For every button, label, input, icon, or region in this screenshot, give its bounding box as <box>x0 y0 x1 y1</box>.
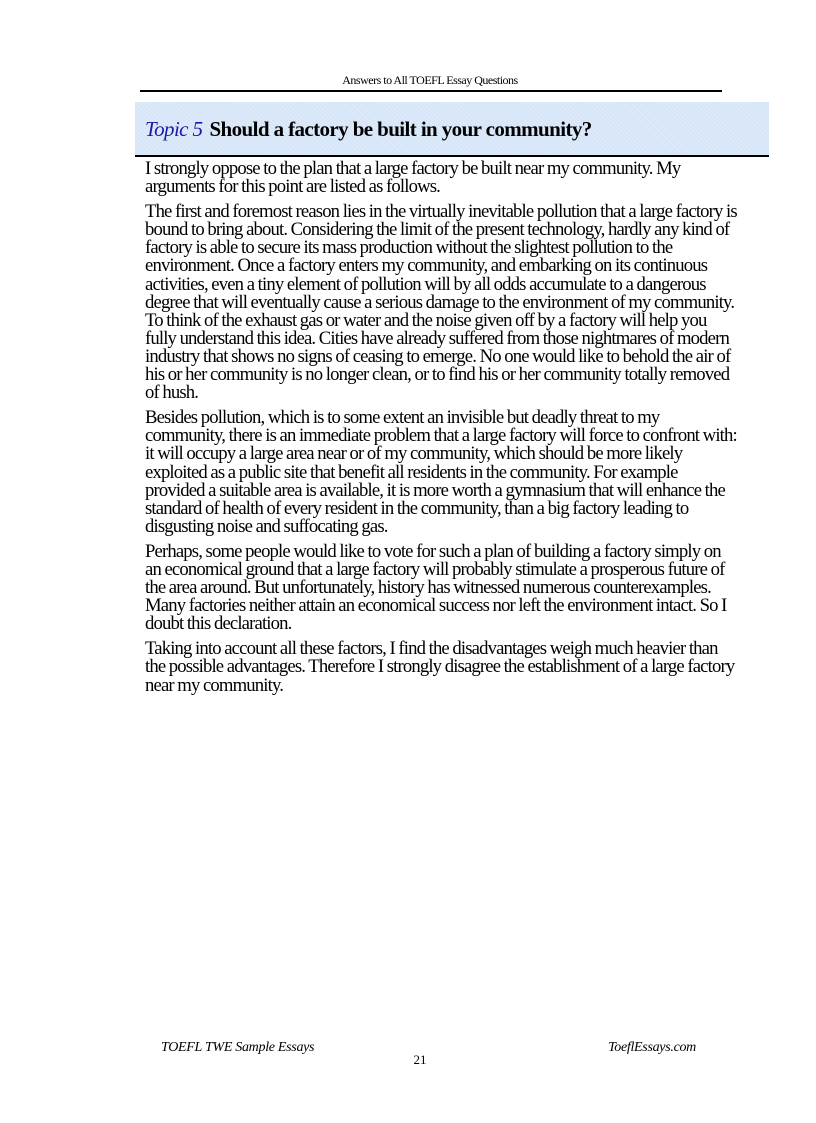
footer-book-title: TOEFL TWE Sample Essays <box>161 1040 315 1055</box>
essay-paragraph-conclusion: Taking into account all these factors, I find the disadvantages weigh much heavier than the possible advantages. Therefore I strongly disagree the establishment of a large factory near my community. <box>145 638 735 696</box>
footer-website: ToeflEssays.com <box>608 1040 696 1055</box>
essay-paragraph-land-use: Besides pollution, which is to some extent an invisible but deadly threat to my community, there is an immediate problem that a large factory will force to confront with: it will occupy a large area near or of my community, which should be more likely exploited as a public site that benefit all residents in the community. For example provided a suitable area is available, it is more worth a gymnasium that will enhance the standard of health of every resident in the community, than a big factory leading to disgusting noise and suffocating gas. <box>145 407 737 537</box>
header-divider <box>140 90 722 92</box>
essay-paragraph-intro: I strongly oppose to the plan that a large factory be built near my community. My arguments for this point are listed as follows. <box>145 158 681 198</box>
topic-divider <box>135 155 769 157</box>
topic-title <box>145 117 592 142</box>
topic-label: Topic 5 <box>145 117 203 141</box>
essay-paragraph-economy: Perhaps, some people would like to vote for such a plan of building a factory simply on an economical ground that a large factory will probably stimulate a prosperous future of the area around. But unfortunately, history has witnessed numerous counterexamples. Many factories neither attain an economical success nor left the environment intact. So I doubt this declaration. <box>145 540 727 635</box>
topic-question: Should a factory be built in your community? <box>209 117 592 141</box>
essay-paragraph-pollution: The first and foremost reason lies in the virtually inevitable pollution that a large factory is bound to bring about. Considering the limit of the present technology, hardly any kind of factory is able to secure its mass production without the slightest pollution to the environment. Once a factory enters my community, and embarking on its continuous activities, even a tiny element of pollution will by all odds accumulate to a dangerous degree that will eventually cause a serious damage to the environment of my community. To think of the exhaust gas or water and the noise given off by a factory will help you fully understand this idea. Cities have already suffered from those nightmares of modern industry that shows no signs of ceasing to emerge. No one would like to behold the air of his or her community is no longer clean, or to find his or her community totally removed of hush. <box>145 201 737 404</box>
running-header: Answers to All TOEFL Essay Questions <box>342 73 518 87</box>
page-number: 21 <box>413 1052 427 1067</box>
essay-body <box>145 160 740 702</box>
